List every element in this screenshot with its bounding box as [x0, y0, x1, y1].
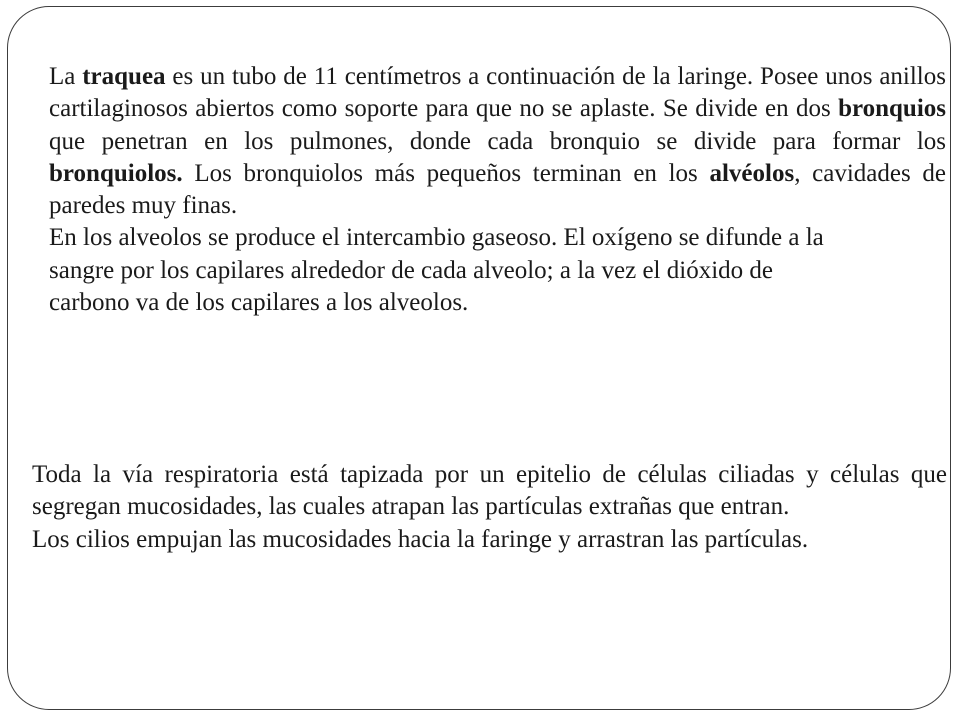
- paragraph-cilia: Los cilios empujan las mucosidades hacia la faringe y arrastran las partículas.: [32, 525, 809, 553]
- paragraph-trachea: [49, 61, 946, 222]
- text-run: es un tubo de 11 centímetros a continuación de la laringe. Posee unos anillos cartilaginosos abiertos como soporte para que no se aplaste. Se divide en dos: [49, 63, 946, 123]
- gas-exchange-line-2: sangre por los capilares alrededor de cada alveolo; a la vez el dióxido de: [49, 256, 773, 284]
- slide-frame: [7, 6, 951, 710]
- term-bronquios: bronquios: [838, 95, 946, 123]
- paragraph-gas-exchange: [49, 222, 946, 319]
- text-block-epithelium: [32, 459, 947, 556]
- text-run: que penetran en los pulmones, donde cada bronquio se divide para formar los: [49, 127, 946, 155]
- term-bronquiolos: bronquiolos.: [49, 159, 183, 187]
- gas-exchange-line-1: En los alveolos se produce el intercambio gaseoso. El oxígeno se difunde a la: [49, 224, 824, 252]
- term-alveolos: alvéolos: [709, 159, 795, 187]
- text-run: , cavidades de paredes muy finas.: [49, 159, 947, 220]
- text-run: Los bronquiolos más pequeños terminan en los: [182, 159, 710, 187]
- text-block-respiratory-tree: [49, 61, 946, 319]
- paragraph-epithelium: Toda la vía respiratoria está tapizada por un epitelio de células ciliadas y células que segregan mucosidades, las cuales atrapan las partículas extrañas que entran.: [32, 461, 947, 521]
- gas-exchange-line-3: carbono va de los capilares a los alveolos.: [49, 289, 469, 317]
- text-run: La: [49, 63, 83, 90]
- term-traquea: traquea: [82, 63, 166, 90]
